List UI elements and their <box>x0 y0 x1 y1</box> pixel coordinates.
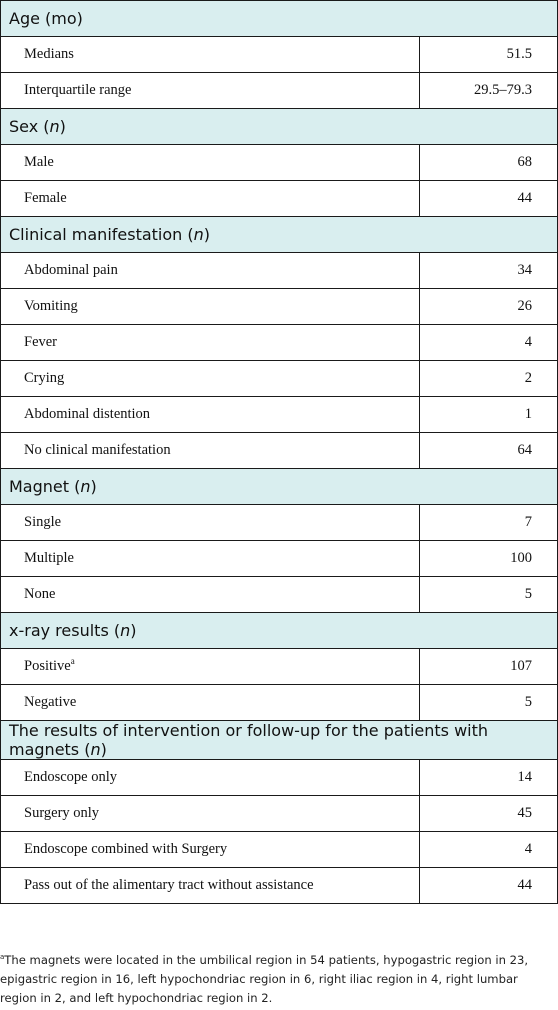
row-label: Positive <box>24 658 71 674</box>
table-row <box>1 181 558 217</box>
row-label-cell <box>1 760 420 796</box>
row-label: Fever <box>24 334 58 350</box>
section-title-suffix: ) <box>59 117 66 136</box>
row-label: Endoscope combined with Surgery <box>24 841 228 857</box>
row-label-cell <box>1 397 420 433</box>
section-title: x-ray results ( <box>9 621 121 640</box>
section-title-n: n <box>193 225 204 244</box>
table-row <box>1 73 558 109</box>
table-row <box>1 760 558 796</box>
table-body <box>1 1 558 904</box>
table-row <box>1 37 558 73</box>
row-label-cell <box>1 181 420 217</box>
section-header <box>1 721 558 760</box>
row-label: Abdominal pain <box>24 262 118 278</box>
row-label-cell <box>1 832 420 868</box>
section-title-suffix: ) <box>100 740 107 759</box>
row-label-cell <box>1 433 420 469</box>
row-label: Negative <box>24 694 77 710</box>
row-label-cell <box>1 145 420 181</box>
row-label-cell <box>1 73 420 109</box>
row-label: Female <box>24 190 67 206</box>
section-header <box>1 217 558 253</box>
table-row <box>1 577 558 613</box>
row-label-cell <box>1 289 420 325</box>
row-label: Medians <box>24 46 74 62</box>
section-title: Sex ( <box>9 117 50 136</box>
row-label: Pass out of the alimentary tract without assistance <box>24 877 314 893</box>
table-row <box>1 796 558 832</box>
footnote-marker: a <box>0 953 5 961</box>
row-value: 44 <box>420 868 558 904</box>
section-header-row <box>1 217 558 253</box>
table-row <box>1 541 558 577</box>
section-title-suffix: ) <box>90 477 97 496</box>
section-header <box>1 1 558 37</box>
section-header-row <box>1 613 558 649</box>
row-label: Abdominal distention <box>24 406 151 422</box>
row-label-cell <box>1 361 420 397</box>
row-value: 107 <box>420 649 558 685</box>
table-footnote <box>0 951 556 1008</box>
row-value: 7 <box>420 505 558 541</box>
row-value: 29.5–79.3 <box>420 73 558 109</box>
section-title-n: n <box>120 621 131 640</box>
section-header <box>1 469 558 505</box>
row-label: No clinical manifestation <box>24 442 171 458</box>
row-label-cell <box>1 796 420 832</box>
row-label: Male <box>24 154 54 170</box>
table-row <box>1 253 558 289</box>
table-row <box>1 433 558 469</box>
row-value: 4 <box>420 325 558 361</box>
section-title: Age (mo) <box>9 9 83 28</box>
row-value: 100 <box>420 541 558 577</box>
section-header <box>1 109 558 145</box>
row-label: Vomiting <box>24 298 78 314</box>
section-header-row <box>1 1 558 37</box>
row-value: 1 <box>420 397 558 433</box>
row-value: 5 <box>420 577 558 613</box>
table-row <box>1 868 558 904</box>
row-label: Surgery only <box>24 805 100 821</box>
row-value: 2 <box>420 361 558 397</box>
section-header <box>1 613 558 649</box>
section-title-n: n <box>49 117 60 136</box>
row-value: 5 <box>420 685 558 721</box>
footnote-ref-marker: a <box>70 656 75 666</box>
section-title-suffix: ) <box>203 225 211 244</box>
row-value: 51.5 <box>420 37 558 73</box>
row-label: Single <box>24 514 62 530</box>
row-label-cell <box>1 868 420 904</box>
row-label: Crying <box>24 370 65 386</box>
section-title-suffix: ) <box>130 621 137 640</box>
table-row <box>1 685 558 721</box>
row-value: 64 <box>420 433 558 469</box>
section-title: The results of intervention or follow-up for the patients with magnets ( <box>9 721 489 759</box>
section-header-row <box>1 469 558 505</box>
table-row <box>1 505 558 541</box>
footnote-text: The magnets were located in the umbilical region in 54 patients, hypogastric region in 23, epigastric region in 16, left hypochondriac region in 6, right iliac region in 4, right lumbar region in 2, and left hypochondriac region in 2. <box>0 953 529 1005</box>
row-value: 44 <box>420 181 558 217</box>
row-label: Multiple <box>24 550 74 566</box>
row-value: 4 <box>420 832 558 868</box>
section-header-row <box>1 721 558 760</box>
table-row <box>1 289 558 325</box>
section-title: Magnet ( <box>9 477 81 496</box>
section-title-n: n <box>80 477 91 496</box>
row-value: 34 <box>420 253 558 289</box>
row-label-cell <box>1 505 420 541</box>
row-label-cell <box>1 685 420 721</box>
row-label-cell <box>1 37 420 73</box>
row-value: 68 <box>420 145 558 181</box>
table-row <box>1 325 558 361</box>
row-label: Endoscope only <box>24 769 118 785</box>
section-title: Clinical manifestation ( <box>9 225 194 244</box>
table-row <box>1 145 558 181</box>
row-label: Interquartile range <box>24 82 132 98</box>
row-label-cell <box>1 577 420 613</box>
row-value: 45 <box>420 796 558 832</box>
section-header-row <box>1 109 558 145</box>
row-label-cell <box>1 253 420 289</box>
row-value: 26 <box>420 289 558 325</box>
table-row <box>1 649 558 685</box>
row-label-cell <box>1 649 420 685</box>
table-row <box>1 832 558 868</box>
table-row <box>1 397 558 433</box>
row-label: None <box>24 586 56 602</box>
section-title-n: n <box>90 740 101 759</box>
row-value: 14 <box>420 760 558 796</box>
row-label-cell <box>1 325 420 361</box>
row-label-cell <box>1 541 420 577</box>
table-row <box>1 361 558 397</box>
